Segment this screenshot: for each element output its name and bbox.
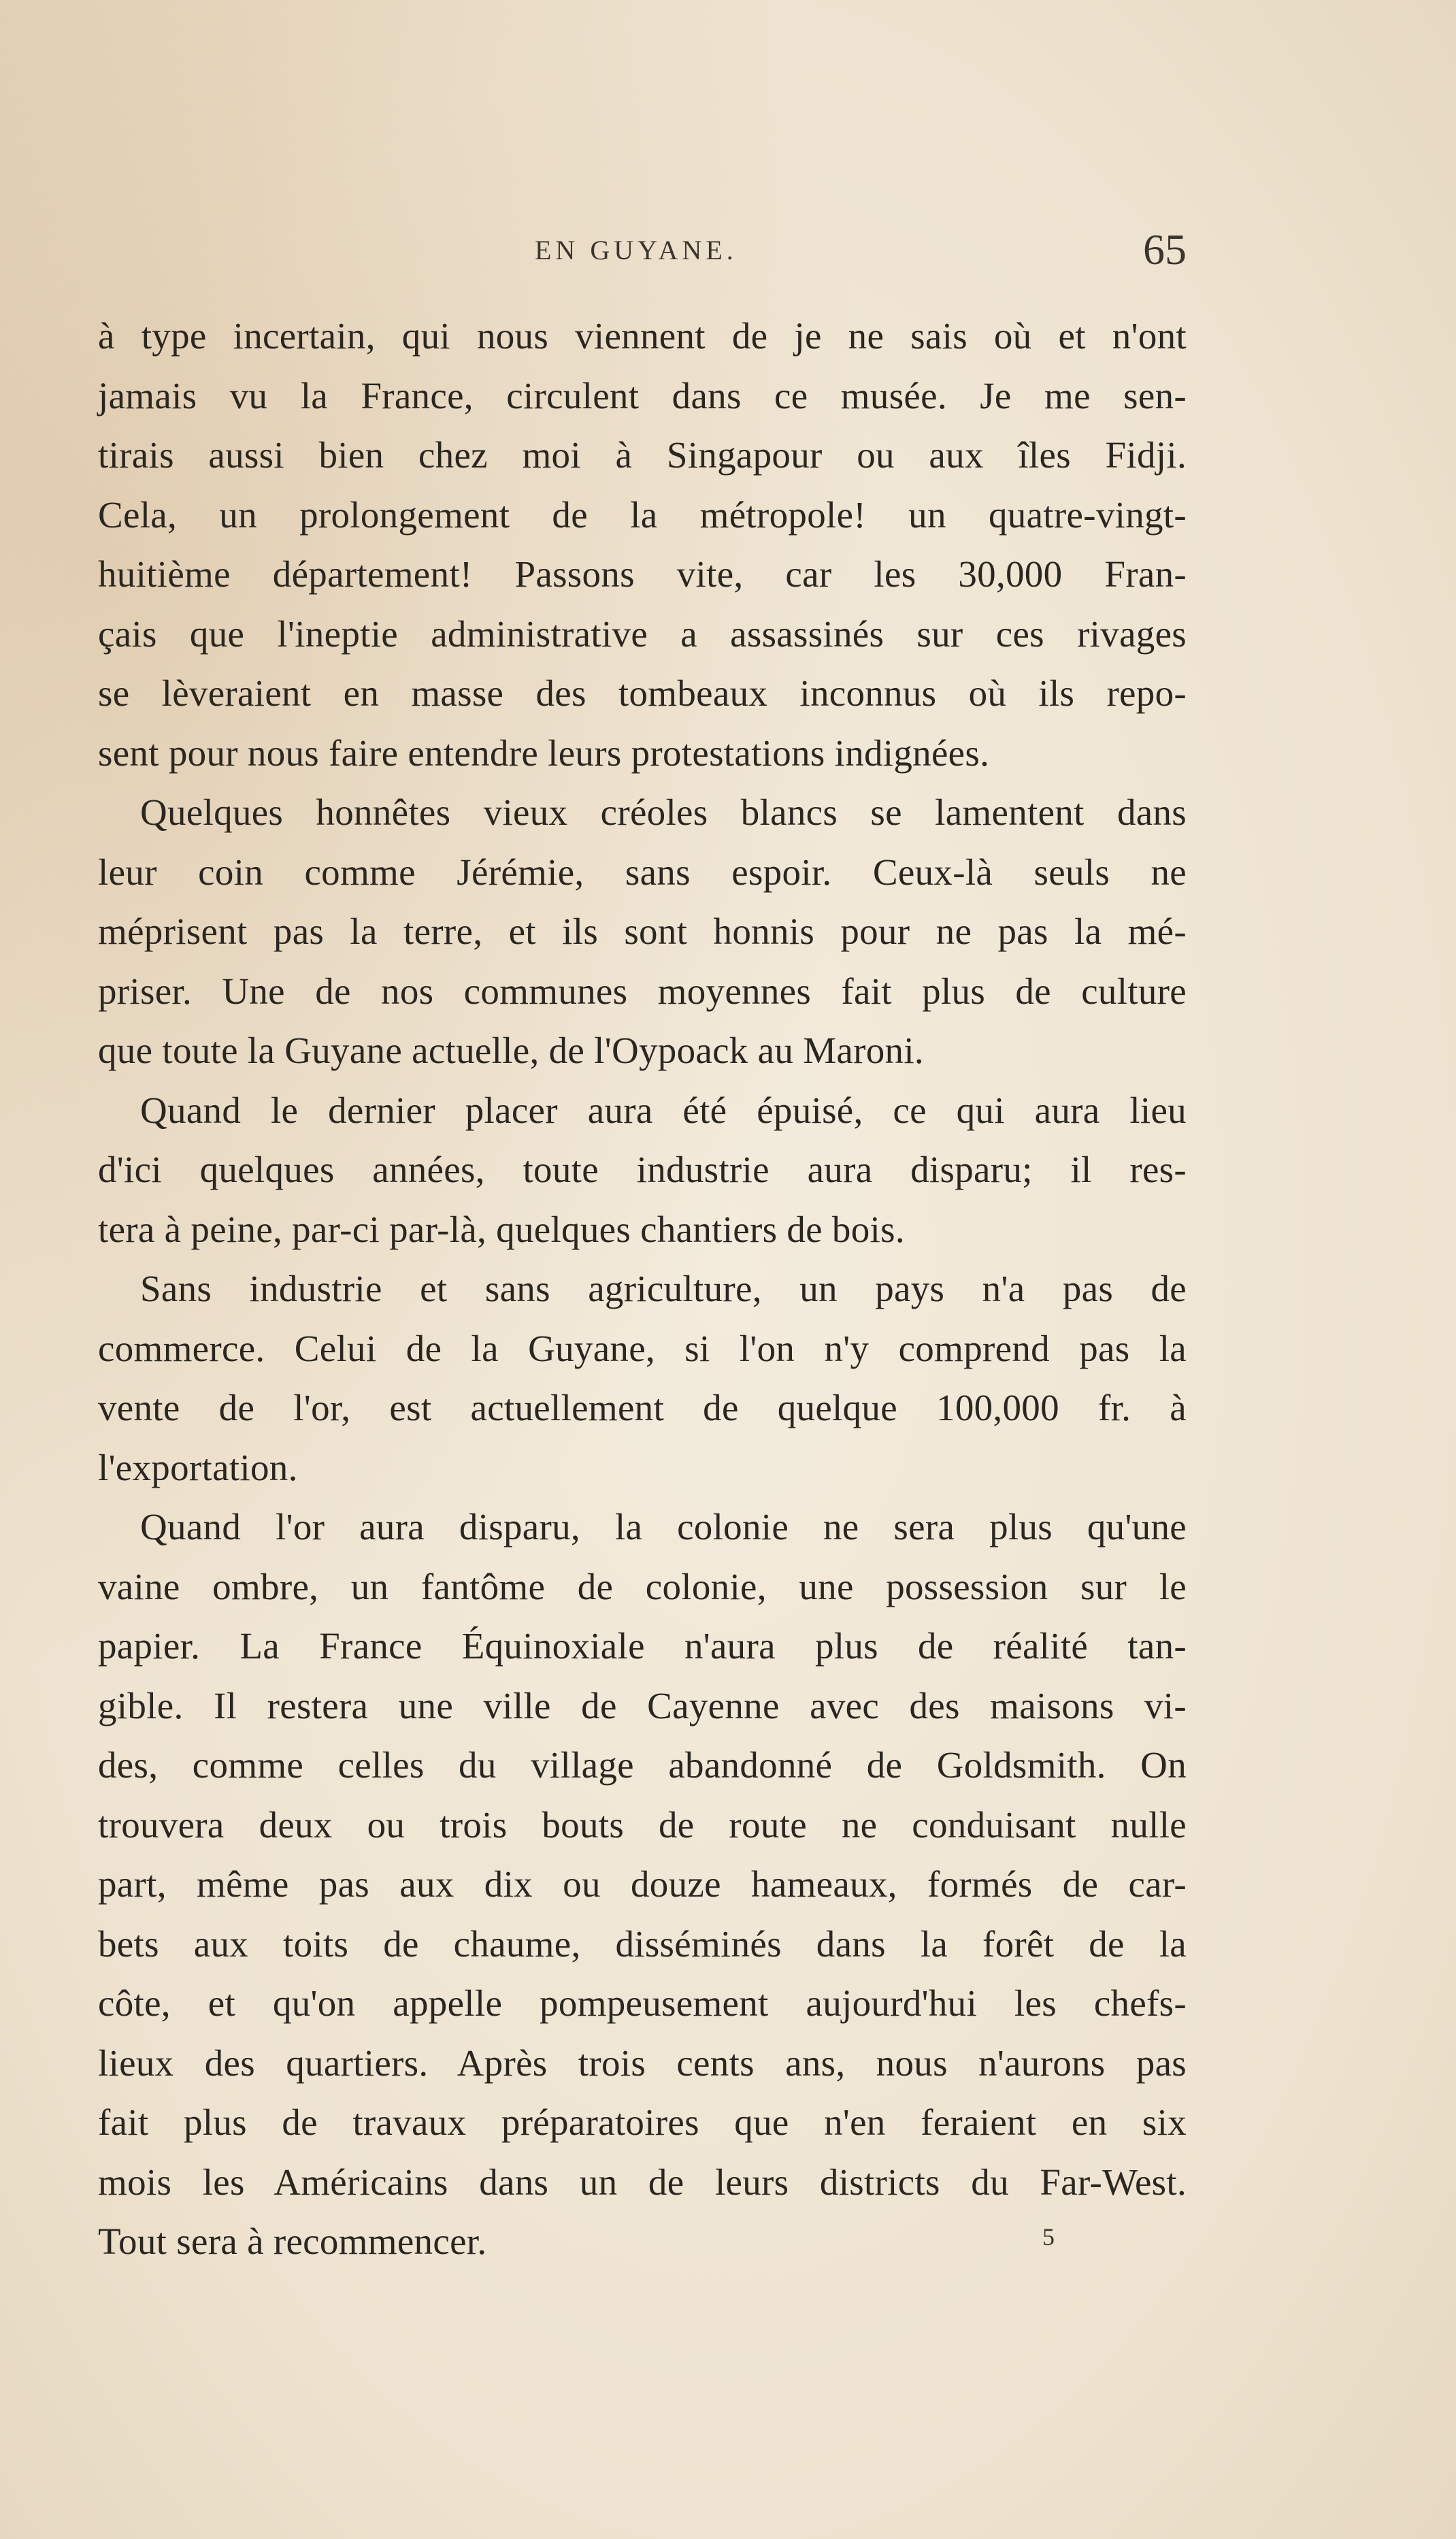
text-line: se lèveraient en masse des tombeaux inconnus où ils repo- — [98, 672, 1187, 714]
text-line: vente de l'or, est actuellement de quelque 100,000 fr. à — [98, 1387, 1187, 1428]
text-line: lieux des quartiers. Après trois cents ans, nous n'aurons pas — [98, 2042, 1187, 2084]
text-line: fait plus de travaux préparatoires que n'en feraient en six — [98, 2101, 1187, 2143]
text-line: Quelques honnêtes vieux créoles blancs se lamentent dans — [140, 791, 1187, 833]
text-line: d'ici quelques années, toute industrie aura disparu; il res- — [98, 1149, 1187, 1190]
text-line: papier. La France Équinoxiale n'aura plus de réalité tan- — [98, 1625, 1187, 1667]
text-line: mois les Américains dans un de leurs districts du Far-West. — [98, 2161, 1187, 2203]
text-line: gible. Il restera une ville de Cayenne avec des maisons vi- — [98, 1684, 1187, 1726]
text-line: tirais aussi bien chez moi à Singapour ou aux îles Fidji. — [98, 434, 1187, 476]
text-line: méprisent pas la terre, et ils sont honnis pour ne pas la mé- — [98, 911, 1187, 952]
text-line: çais que l'ineptie administrative a assassinés sur ces rivages — [98, 612, 1187, 655]
body-text — [98, 306, 1187, 2272]
text-line: que toute la Guyane actuelle, de l'Oypoack au Maroni. — [98, 1030, 924, 1071]
text-line: priser. Une de nos communes moyennes fait plus de culture — [98, 970, 1187, 1012]
text-line: leur coin comme Jérémie, sans espoir. Ceux-là seuls ne — [98, 851, 1187, 893]
text-line: commerce. Celui de la Guyane, si l'on n'y comprend pas la — [98, 1327, 1187, 1369]
page-number: 65 — [1143, 225, 1187, 274]
text-line: jamais vu la France, circulent dans ce musée. Je me sen- — [98, 374, 1187, 416]
text-line: l'exportation. — [98, 1446, 298, 1488]
text-line: sent pour nous faire entendre leurs protestations indignées. — [98, 732, 990, 774]
text-line: Quand le dernier placer aura été épuisé, ce qui aura lieu — [140, 1089, 1187, 1131]
text-line: vaine ombre, un fantôme de colonie, une possession sur le — [98, 1565, 1187, 1607]
text-line: Tout sera à recommencer. — [98, 2221, 487, 2262]
text-line: huitième département! Passons vite, car les 30,000 Fran- — [98, 553, 1187, 595]
text-line: Sans industrie et sans agriculture, un pays n'a pas de — [140, 1268, 1187, 1309]
text-line: des, comme celles du village abandonné de Goldsmith. On — [98, 1744, 1187, 1786]
text-line: Cela, un prolongement de la métropole! un quatre-vingt- — [98, 493, 1187, 536]
signature-mark: 5 — [1042, 2223, 1055, 2250]
text-line: tera à peine, par-ci par-là, quelques chantiers de bois. — [98, 1208, 905, 1250]
text-line: à type incertain, qui nous viennent de je ne sais où et n'ont — [98, 315, 1187, 357]
text-line: bets aux toits de chaume, disséminés dans la forêt de la — [98, 1922, 1187, 1965]
text-line: côte, et qu'on appelle pompeusement aujourd'hui les chefs- — [98, 1982, 1187, 2024]
text-line: Quand l'or aura disparu, la colonie ne sera plus qu'une — [140, 1506, 1187, 1547]
running-head: EN GUYANE. — [535, 235, 738, 265]
text-line: trouvera deux ou trois bouts de route ne conduisant nulle — [98, 1803, 1187, 1846]
text-line: part, même pas aux dix ou douze hameaux, formés de car- — [98, 1863, 1187, 1905]
page-header — [98, 225, 1187, 286]
